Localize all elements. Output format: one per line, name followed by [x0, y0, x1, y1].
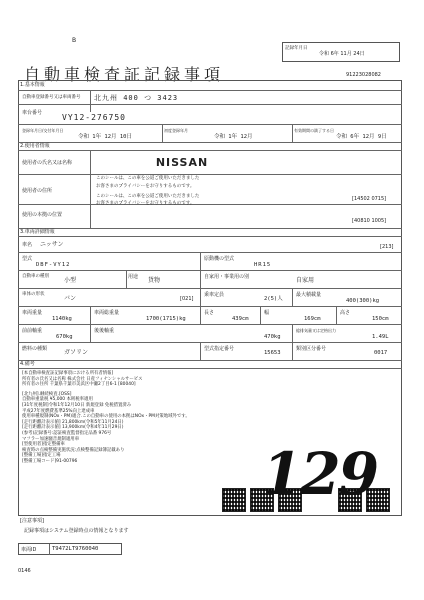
notes-line: [型使用者]指定整備車: [22, 442, 65, 448]
engine-value: HR15: [254, 262, 272, 268]
width-value: 169cm: [304, 316, 321, 322]
weight-value: 1140kg: [52, 316, 72, 322]
notes-line: 平成27年度燃費基準25%向上達成車: [22, 408, 95, 414]
privacy-seal: [94, 156, 270, 206]
height-value: 150cm: [372, 316, 389, 322]
maker-label: 車名: [22, 242, 33, 248]
model-value: DBF-VY12: [36, 262, 71, 268]
notes-line: [31年度税制]令和1年12月10日 新規登録 免税措置済み: [22, 402, 132, 408]
code-letter: B: [72, 37, 77, 44]
use-label: 用途: [128, 274, 139, 280]
base-label: 使用の本拠の位置: [22, 212, 63, 218]
car-id-value: T9472LT9760040: [52, 546, 99, 552]
basic-section-title: 1.基本情報: [20, 82, 45, 88]
engine-label: 原動機の型式: [204, 256, 235, 262]
base-code: [40810 1005]: [352, 218, 387, 224]
max-load-value: 400(300)kg: [346, 298, 380, 304]
reg-value: 北九州 400 つ 3423: [94, 94, 179, 102]
vehicle-section-title: 3.車両詳細情報: [20, 229, 55, 235]
max-load-label: 最大積載量: [296, 292, 322, 298]
private-value: 自家用: [296, 277, 315, 284]
type-no-value: 15653: [264, 350, 281, 356]
page-code: 0146: [18, 568, 31, 574]
kind-value: 小型: [64, 277, 77, 284]
body-label: 車体の形状: [22, 292, 45, 297]
private-label: 自家用・事業用の別: [204, 274, 250, 280]
height-label: 高さ: [340, 310, 351, 316]
user-name-label: 使用者の氏名又は名称: [22, 160, 73, 166]
print-date-value: 令和 6年 11月 24日: [319, 51, 365, 57]
notes-line: 自動車重量税 ¥5,000 本則税率適用: [22, 397, 93, 403]
kind-label: 自動車の種別: [22, 274, 49, 279]
notes-body: [22, 371, 282, 465]
notes-line: [走行距離計表示値] 13,900km(令和4年11月29日): [22, 425, 124, 431]
notes-line: 検査時の点検整備実施状況:点検整備記録簿記載あり: [22, 447, 125, 453]
class-no-value: 0017: [374, 350, 388, 356]
body-value: バン: [64, 295, 77, 302]
length-label: 長さ: [204, 310, 215, 316]
caution-text: 記録事項はシステム登録時点の情報となります: [24, 528, 129, 534]
first-reg-value: 令和 1年 12月 10日: [78, 134, 132, 140]
print-date-box: [282, 42, 400, 62]
chassis-label: 車台番号: [22, 110, 43, 116]
notes-line: (参考)記録番号:認証検査監督指定品番 976号: [22, 430, 112, 436]
document-number: 91223028082: [346, 72, 381, 78]
print-date-label: 記録年月日: [285, 46, 308, 51]
user-address-code: [14502 0715]: [352, 196, 387, 202]
car-id-box: [18, 543, 122, 555]
notes-line: 使用車種規制(NOx・PM)適合.この自動車の使用の本拠はNOx・PM対策地域外です。: [22, 414, 190, 420]
fuel-value: ガソリン: [64, 349, 89, 356]
front-axle-value: 670kg: [56, 334, 73, 340]
expiry-value: 令和 6年 12月 9日: [336, 134, 387, 140]
seal-text-3: このシールは、この車を公道ご使用いただきました: [96, 194, 200, 199]
seal-text-4: お客さまのプライバシーをお守りするものです。: [96, 201, 195, 206]
type-no-label: 型式指定番号: [204, 346, 235, 352]
body-code: [021]: [180, 296, 194, 302]
qr-code: [222, 488, 246, 512]
notes-line: マフラー加速騒音規制適用車: [22, 436, 80, 442]
capacity-label: 乗車定員: [204, 292, 225, 298]
notes-line: [本自動車検査証記録事項における所有者情報]: [22, 371, 114, 376]
gross-label: 車両総重量: [94, 310, 120, 316]
seal-text-2: お客さまのプライバシーをお守りするものです。: [96, 184, 195, 189]
fuel-label: 燃料の種類: [22, 346, 48, 352]
first-year-value: 令和 1年 12月: [214, 134, 253, 140]
rear-axle-label: 後後軸重: [94, 328, 115, 334]
chassis-value: VY12-276750: [62, 113, 126, 122]
first-reg-label: 登録年月日/交付年月日: [22, 128, 64, 133]
caution-title: [注意事項]: [20, 518, 44, 524]
front-axle-label: 前前軸重: [22, 328, 43, 334]
gross-value: 1700(1715)kg: [146, 316, 186, 322]
notes-line: 所有者の氏名又は名称 株式会社 日産フィナンシャルサービス: [22, 376, 143, 382]
capacity-value: 2(5)人: [264, 296, 283, 302]
maker-value: ニッサン: [40, 241, 64, 248]
user-address-label: 使用者の住所: [22, 188, 53, 194]
notes-line: [整備工場コード]91-00796: [22, 458, 78, 464]
notes-line: [走行距離計表示値] 21,800km(令和5年11月24日): [22, 419, 124, 425]
reg-label: 自動車登録番号又は車両番号: [22, 95, 81, 100]
displacement-label: 総排気量又は定格出力: [296, 328, 336, 333]
rear-axle-value: 470kg: [264, 334, 281, 340]
notes-section-title: 4.備考: [20, 361, 35, 367]
car-id-label: 車両ID: [21, 547, 37, 553]
user-section-title: 2.使用者情報: [20, 143, 50, 149]
class-no-label: 類別区分番号: [296, 346, 327, 352]
notes-line: [整備工場]指定工場: [22, 453, 61, 459]
notes-line: 所有者の住所 千葉県千葉市美浜区中瀬2丁目6-1 [80040]: [22, 382, 136, 388]
displacement-value: 1.49L: [372, 334, 389, 340]
width-label: 幅: [264, 310, 270, 316]
expiry-label: 有効期間の満了する日: [294, 128, 334, 133]
first-year-label: 初度登録年月: [164, 128, 188, 133]
use-value: 貨物: [148, 277, 161, 284]
weight-label: 車両重量: [22, 310, 43, 316]
notes-line: [北九州].継続検査.[OSS]: [22, 391, 72, 397]
document-title: 自動車検査証記録事項: [24, 65, 225, 84]
maker-code: [213]: [380, 244, 394, 250]
nissan-logo: NISSAN: [155, 156, 209, 169]
seal-text-1: このシールは、この車を公道ご使用いただきました: [96, 176, 200, 181]
handwritten-number: 129: [262, 440, 378, 508]
model-label: 型式: [22, 256, 33, 262]
length-value: 439cm: [232, 316, 249, 322]
